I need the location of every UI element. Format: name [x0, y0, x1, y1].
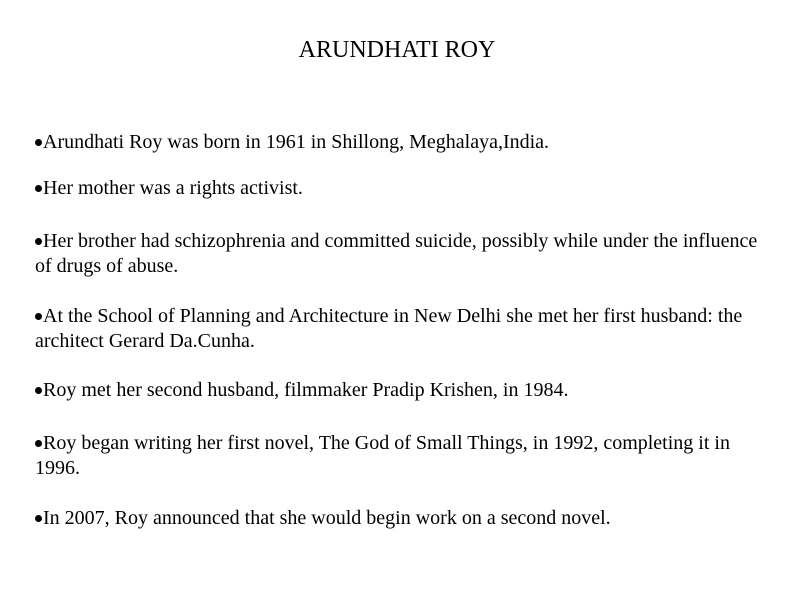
bullet-text: Arundhati Roy was born in 1961 in Shillong, Meghalaya,India.: [43, 131, 550, 153]
slide-title: ARUNDHATI ROY: [298, 37, 496, 63]
bullet-dot-icon: [35, 387, 42, 394]
bullet-text: At the School of Planning and Architecture in New Delhi she met her first husband: the architect Gerard Da.Cunha.: [35, 305, 743, 352]
bullet-dot-icon: [35, 313, 42, 320]
bullet-item: [35, 304, 765, 354]
bullet-text: Her mother was a rights activist.: [43, 177, 303, 199]
bullet-dot-icon: [35, 440, 42, 447]
bullet-dot-icon: [35, 238, 42, 245]
bullet-item: [35, 229, 765, 279]
bullet-item: [35, 431, 765, 481]
bullet-text: Roy began writing her first novel, The God of Small Things, in 1992, completing it in 1996.: [35, 432, 730, 479]
bullet-text: Her brother had schizophrenia and committed suicide, possibly while under the influence of drugs of abuse.: [35, 230, 758, 277]
bullet-dot-icon: [35, 185, 42, 192]
bullet-text: In 2007, Roy announced that she would begin work on a second novel.: [43, 507, 611, 529]
bullet-item: [35, 378, 765, 403]
bullet-item: [35, 506, 765, 531]
bullet-dot-icon: [35, 515, 42, 522]
bullet-dot-icon: [35, 139, 42, 146]
bullet-item: [35, 176, 765, 201]
bullet-item: [35, 130, 765, 155]
bullet-text: Roy met her second husband, filmmaker Pradip Krishen, in 1984.: [43, 379, 569, 401]
